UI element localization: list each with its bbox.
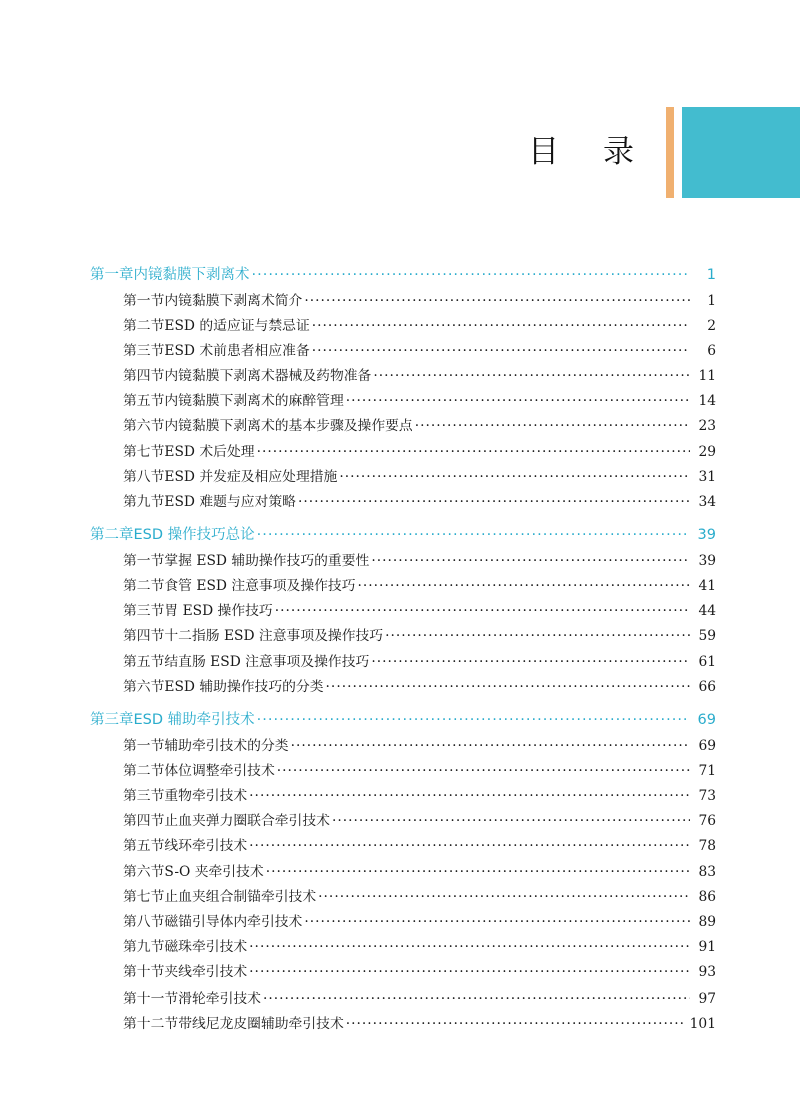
page-number: 71 [698, 763, 716, 779]
dot-leader [249, 838, 690, 854]
section-title: S-O 夹牵引技术 [164, 864, 264, 880]
dot-leader [291, 738, 690, 754]
toc-section[interactable] [123, 834, 716, 854]
page-number: 73 [698, 788, 716, 804]
toc-section[interactable] [123, 885, 716, 905]
section-number: 第五节 [123, 838, 165, 854]
page-number: 93 [698, 964, 716, 980]
toc-section[interactable] [123, 490, 716, 510]
toc-section[interactable] [123, 1012, 716, 1032]
dot-leader [304, 293, 690, 309]
section-number: 第三节 [123, 788, 165, 804]
section-title: ESD 难题与应对策略 [164, 494, 296, 510]
section-number: 第十二节 [123, 1016, 179, 1032]
page-number: 31 [698, 469, 716, 485]
section-title: 带线尼龙皮圈辅助牵引技术 [178, 1016, 344, 1032]
dot-leader [257, 712, 690, 728]
section-title: 食管 ESD 注意事项及操作技巧 [164, 578, 356, 594]
dot-leader [358, 578, 690, 594]
toc-section[interactable] [123, 960, 716, 980]
section-title: 滑轮牵引技术 [178, 991, 261, 1007]
dot-leader [415, 418, 690, 434]
section-number: 第四节 [123, 628, 165, 644]
section-title: 内镜黏膜下剥离术器械及药物准备 [164, 368, 372, 384]
page-number: 29 [698, 444, 716, 460]
page-number: 23 [698, 418, 716, 434]
section-number: 第六节 [123, 679, 165, 695]
toc-chapter-1[interactable] [90, 263, 716, 284]
dot-leader [275, 603, 690, 619]
toc-section[interactable] [123, 734, 716, 754]
section-title: 磁锚引导体内牵引技术 [164, 914, 303, 930]
dot-leader [298, 494, 690, 510]
dot-leader [346, 393, 690, 409]
dot-leader [385, 628, 690, 644]
page-number: 78 [698, 838, 716, 854]
section-number: 第十一节 [123, 991, 179, 1007]
section-title: 内镜黏膜下剥离术的基本步骤及操作要点 [164, 418, 413, 434]
section-number: 第八节 [123, 469, 165, 485]
page-number: 34 [698, 494, 716, 510]
section-title: 内镜黏膜下剥离术简介 [164, 293, 303, 309]
section-number: 第二节 [123, 578, 165, 594]
page-number: 41 [698, 578, 716, 594]
toc-section[interactable] [123, 440, 716, 460]
chapter-title: ESD 操作技巧总论 [133, 527, 255, 543]
section-number: 第二节 [123, 763, 165, 779]
page-number: 97 [698, 991, 716, 1007]
section-number: 第七节 [123, 889, 165, 905]
toc-section[interactable] [123, 389, 716, 409]
section-title: 线环牵引技术 [164, 838, 248, 854]
page-number: 101 [689, 1016, 716, 1032]
dot-leader [252, 267, 691, 283]
section-title: 掌握 ESD 辅助操作技巧的重要性 [164, 553, 370, 569]
toc-section[interactable] [123, 987, 716, 1007]
section-title: 体位调整牵引技术 [164, 763, 275, 779]
toc-section[interactable] [123, 599, 716, 619]
dot-leader [373, 368, 690, 384]
page-number: 44 [698, 603, 716, 619]
dot-leader [312, 318, 690, 334]
section-title: 夹线牵引技术 [164, 964, 248, 980]
section-title: ESD 辅助操作技巧的分类 [164, 679, 324, 695]
dot-leader [257, 444, 690, 460]
section-number: 第二节 [123, 318, 165, 334]
toc-section[interactable] [123, 759, 716, 779]
section-title: 内镜黏膜下剥离术的麻醉管理 [164, 393, 344, 409]
dot-leader [346, 1016, 684, 1032]
dot-leader [304, 914, 690, 930]
section-number: 第三节 [123, 603, 165, 619]
section-number: 第一节 [123, 553, 165, 569]
chapter-number: 第一章 [90, 267, 134, 283]
section-number: 第三节 [123, 343, 165, 359]
toc-section[interactable] [123, 414, 716, 434]
section-number: 第十节 [123, 964, 165, 980]
section-title: 结直肠 ESD 注意事项及操作技巧 [164, 654, 370, 670]
dot-leader [326, 679, 690, 695]
section-number: 第九节 [123, 939, 165, 955]
toc-chapter-2[interactable] [90, 523, 716, 544]
page-number: 14 [698, 393, 716, 409]
page-number: 69 [697, 712, 716, 728]
page-number: 66 [698, 679, 716, 695]
dot-leader [371, 654, 690, 670]
toc-section[interactable] [123, 549, 716, 569]
chapter-number: 第二章 [90, 527, 134, 543]
section-title: 止血夹组合制锚牵引技术 [164, 889, 317, 905]
section-number: 第六节 [123, 418, 165, 434]
toc-section[interactable] [123, 935, 716, 955]
page-number: 61 [698, 654, 716, 670]
page-number: 1 [706, 267, 716, 283]
toc-section[interactable] [123, 574, 716, 594]
toc-section[interactable] [123, 910, 716, 930]
dot-leader [249, 964, 690, 980]
dot-leader [332, 813, 690, 829]
toc-section[interactable] [123, 314, 716, 334]
toc-chapter-3[interactable] [90, 708, 716, 729]
section-title: ESD 术后处理 [164, 444, 255, 460]
page-number: 2 [707, 318, 716, 334]
toc-section[interactable] [123, 650, 716, 670]
dot-leader [277, 763, 690, 779]
section-title: 胃 ESD 操作技巧 [164, 603, 273, 619]
page-number: 89 [698, 914, 716, 930]
page-number: 69 [698, 738, 716, 754]
toc-section[interactable] [123, 339, 716, 359]
section-number: 第五节 [123, 393, 165, 409]
dot-leader [249, 788, 690, 804]
section-number: 第七节 [123, 444, 165, 460]
page-number: 91 [698, 939, 716, 955]
toc-section[interactable] [123, 289, 716, 309]
accent-block-teal [682, 107, 800, 198]
section-title: 十二指肠 ESD 注意事项及操作技巧 [164, 628, 384, 644]
toc-section[interactable] [123, 364, 716, 384]
toc-section[interactable] [123, 465, 716, 485]
dot-leader [257, 527, 690, 543]
dot-leader [312, 343, 690, 359]
dot-leader [371, 553, 690, 569]
section-title: ESD 术前患者相应准备 [164, 343, 310, 359]
dot-leader [263, 991, 690, 1007]
toc-section[interactable] [123, 784, 716, 804]
toc-section[interactable] [123, 675, 716, 695]
toc-section[interactable] [123, 809, 716, 829]
section-title: ESD 的适应证与禁忌证 [164, 318, 310, 334]
section-title: 止血夹弹力圈联合牵引技术 [164, 813, 330, 829]
page-title: 目录 [528, 134, 678, 170]
page-number: 11 [698, 368, 716, 384]
section-title: 辅助牵引技术的分类 [164, 738, 289, 754]
section-title: 磁珠牵引技术 [164, 939, 248, 955]
page-number: 76 [698, 813, 716, 829]
page-number: 6 [707, 343, 716, 359]
chapter-number: 第三章 [90, 712, 134, 728]
chapter-title: 内镜黏膜下剥离术 [133, 267, 250, 283]
page-number: 86 [698, 889, 716, 905]
toc-section[interactable] [123, 860, 716, 880]
toc-section[interactable] [123, 624, 716, 644]
section-number: 第九节 [123, 494, 165, 510]
section-number: 第四节 [123, 813, 165, 829]
dot-leader [339, 469, 690, 485]
section-number: 第四节 [123, 368, 165, 384]
section-title: ESD 并发症及相应处理措施 [164, 469, 338, 485]
section-number: 第八节 [123, 914, 165, 930]
page-number: 59 [698, 628, 716, 644]
page-number: 39 [697, 527, 716, 543]
dot-leader [249, 939, 690, 955]
section-number: 第一节 [123, 293, 165, 309]
section-number: 第一节 [123, 738, 165, 754]
section-title: 重物牵引技术 [164, 788, 248, 804]
dot-leader [318, 889, 690, 905]
dot-leader [266, 864, 690, 880]
chapter-title: ESD 辅助牵引技术 [133, 712, 255, 728]
section-number: 第六节 [123, 864, 165, 880]
page-number: 83 [698, 864, 716, 880]
page-number: 39 [698, 553, 716, 569]
section-number: 第五节 [123, 654, 165, 670]
page-number: 1 [707, 293, 716, 309]
